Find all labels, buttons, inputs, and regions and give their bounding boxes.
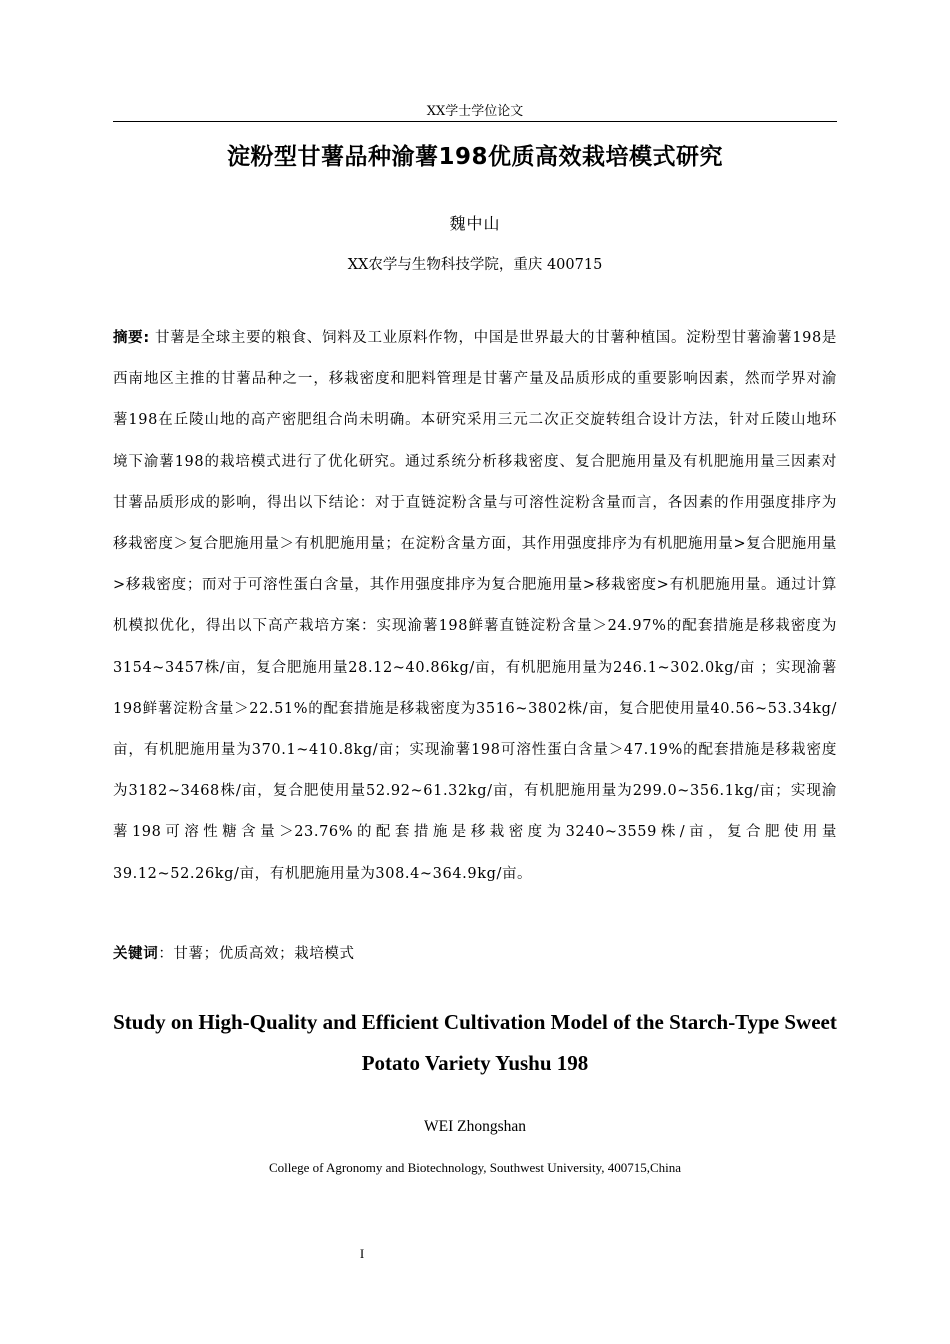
chinese-abstract	[113, 318, 837, 895]
keywords-label: 关键词	[113, 946, 159, 962]
chinese-keywords	[113, 940, 837, 968]
chinese-title: 淀粉型甘薯品种渝薯198优质高效栽培模式研究	[226, 144, 723, 170]
running-header: XX学士学位论文	[426, 104, 524, 119]
keywords-text: ：甘薯；优质高效；栽培模式	[158, 946, 355, 962]
abstract-text: 甘薯是全球主要的粮食、饲料及工业原料作物，中国是世界最大的甘薯种植国。淀粉型甘薯渝薯198是西南地区主推的甘薯品种之一，移栽密度和肥料管理是甘薯产量及品质形成的重要影响因素，然而学界对渝薯198在丘陵山地的高产密肥组合尚未明确。本研究采用三元二次正交旋转组合设计方法，针对丘陵山地环境下渝薯198的栽培模式进行了优化研究。通过系统分析移栽密度、复合肥施用量及有机肥施用量三因素对甘薯品质形成的影响，得出以下结论：对于直链淀粉含量与可溶性淀粉含量而言，各因素的作用强度排序为移栽密度＞复合肥施用量＞有机肥施用量；在淀粉含量方面，其作用强度排序为有机肥施用量>复合肥施用量>移栽密度；而对于可溶性蛋白含量，其作用强度排序为复合肥施用量>移栽密度>有机肥施用量。通过计算机模拟优化，得出以下高产栽培方案：实现渝薯198鲜薯直链淀粉含量＞24.97%的配套措施是移栽密度为3154~3457株/亩，复合肥施用量28.12~40.86kg/亩，有机肥施用量为246.1~302.0kg/亩 ；实现渝薯198鲜薯淀粉含量＞22.51%的配套措施是移栽密度为3516~3802株/亩，复合肥使用量40.56~53.34kg/亩，有机肥施用量为370.1~410.8kg/亩；实现渝薯198可溶性蛋白含量＞47.19%的配套措施是移栽密度为3182~3468株/亩，复合肥使用量52.92~61.32kg/亩，有机肥施用量为299.0~356.1kg/亩；实现渝薯198可溶性糖含量＞23.76%的配套措施是移栽密度为3240~3559株/亩，复合肥使用量39.12~52.26kg/亩，有机肥施用量为308.4~364.9kg/亩。	[113, 330, 837, 882]
page-number: I	[359, 1246, 365, 1261]
chinese-author: 魏中山	[449, 214, 501, 233]
abstract-label: 摘要:	[113, 330, 150, 346]
english-title: Study on High-Quality and Efficient Cultivation Model of the Starch-Type Sweet Potato Variety Yushu 198	[113, 1010, 837, 1075]
english-affiliation: College of Agronomy and Biotechnology, Southwest University, 400715,China	[268, 1160, 682, 1175]
chinese-affiliation: XX农学与生物科技学院，重庆 400715	[347, 257, 603, 273]
header-rule	[113, 121, 837, 122]
english-author: WEI Zhongshan	[423, 1118, 526, 1135]
